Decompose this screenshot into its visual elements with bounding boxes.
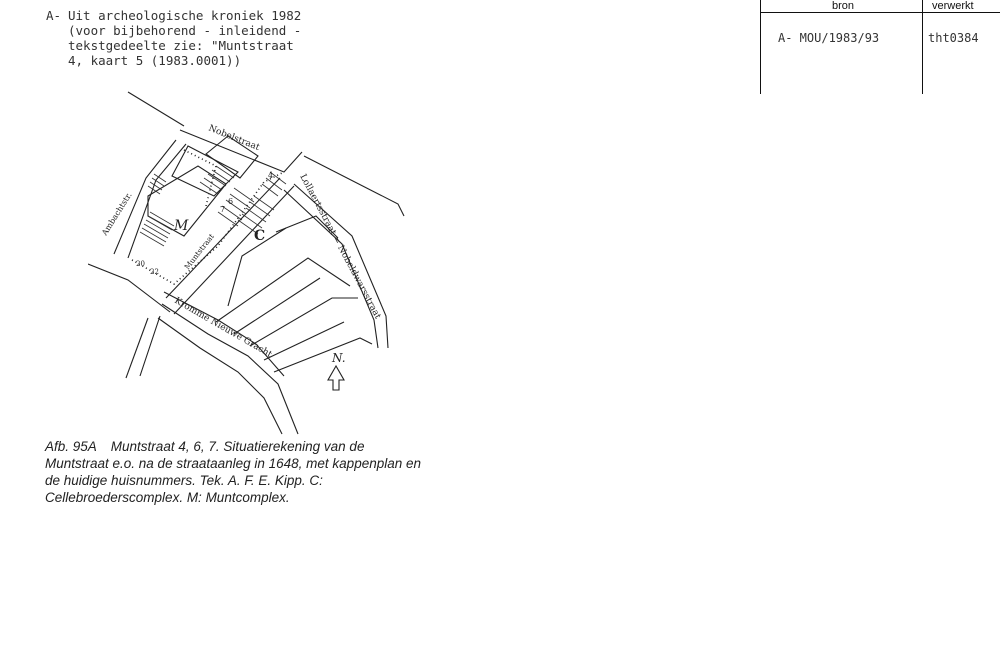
catalog-header-verwerkt: verwerkt (932, 0, 974, 12)
header-prefix: A- (46, 8, 62, 23)
catalog-bron-value: A- MOU/1983/93 (778, 31, 880, 45)
svg-text:N.: N. (332, 351, 346, 365)
map-street-edge (126, 318, 148, 378)
archive-header-note (46, 8, 301, 68)
catalog-table (760, 0, 1000, 94)
street-label-lollaertsstraat: Lollaertsstraat = Nobeldwarsstraat (297, 172, 383, 321)
site-map-drawing (88, 86, 418, 436)
north-arrow-icon (328, 351, 346, 390)
header-line-2: (voor bijbehorend - inleidend - (68, 23, 302, 38)
header-line-3: tekstgedeelte zie: "Muntstraat (68, 38, 294, 53)
map-canal-edge (158, 318, 282, 434)
map-street-edge (140, 316, 160, 376)
map-parcel (216, 258, 350, 322)
header-line-4: 4, kaart 5 (1983.0001)) (68, 53, 242, 68)
street-label-muntstraat: Muntstraat (182, 231, 216, 272)
map-parcel (234, 278, 320, 334)
house-number: 4 (268, 171, 274, 180)
header-line-1: Uit archeologische kroniek 1982 (68, 8, 302, 23)
map-street-edge (128, 92, 184, 126)
catalog-column-divider (922, 0, 923, 94)
street-label-ambachtstr: Ambachtstr. (100, 190, 134, 238)
catalog-verwerkt-value: tht0384 (928, 31, 979, 45)
label-cellebroederscomplex: C (254, 228, 266, 244)
map-street-edge (284, 190, 378, 348)
map-parcel (274, 338, 372, 372)
house-number: 6 (228, 197, 234, 206)
label-muntcomplex: M (174, 218, 189, 234)
street-label-nobelstraat: Nobelstraat (206, 123, 261, 154)
catalog-left-border (760, 0, 761, 94)
house-number: 22 (150, 268, 159, 276)
site-map-svg (88, 86, 418, 436)
house-number: 7 (220, 205, 226, 214)
figure-caption (45, 438, 425, 506)
catalog-header-bron: bron (832, 0, 855, 12)
street-label-kromme-nieuwe-gracht: Kromme Nieuwe Gracht (172, 295, 274, 360)
figure-label: Afb. 95A (45, 439, 97, 454)
figure-caption-text: Muntstraat 4, 6, 7. Situatierekening van de Muntstraat e.o. na de straataanleg in 1648, met kappenplan en de huidige huisnummers. Tek. A. F. E. Kipp. C: Cellebroederscomplex. M: Muntcomplex. (45, 439, 422, 505)
catalog-header-divider (760, 12, 1000, 13)
house-number: 20 (136, 260, 145, 268)
map-parcel (250, 298, 358, 346)
